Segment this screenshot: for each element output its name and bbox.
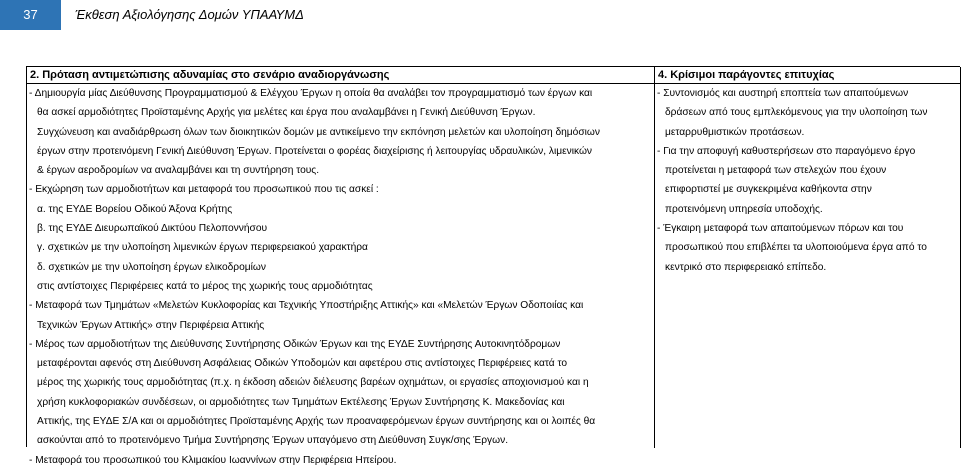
document-title: Έκθεση Αξιολόγησης Δομών ΥΠΑΑΥΜΔ	[75, 7, 304, 22]
right-column-heading: 4. Κρίσιμοι παράγοντες επιτυχίας	[655, 67, 960, 84]
text-line: Τεχνικών Έργων Αττικής» στην Περιφέρεια Αττικής	[37, 319, 265, 331]
page-header	[0, 0, 960, 30]
text-line: δράσεων από τους εμπλεκόμενους για την υλοποίηση των	[665, 107, 928, 119]
text-line: - Για την αποφυγή καθυστερήσεων στο παραγόμενο έργο	[657, 145, 916, 157]
left-column-body	[27, 84, 654, 466]
text-line: προτείνεται η μεταφορά των στελεχών που έχουν	[665, 165, 887, 177]
text-line: δ. σχετικών με την υλοποίηση έργων ελικοδρομίων	[37, 261, 266, 273]
text-line: μέρος της χωρικής τους αρμοδιότητας (π.χ. η έκδοση αδειών διέλευσης βαρέων οχημάτων, οι εργασίες αποχιονισμού και η	[37, 377, 589, 389]
text-line: θα ασκεί αρμοδιότητες Προϊσταμένης Αρχής για μελέτες και έργα που αναλαμβάνει η Γενική Διεύθυνση Έργων.	[37, 107, 536, 119]
text-line: Αττικής, της ΕΥΔΕ Σ/Α και οι αρμοδιότητες Προϊσταμένης Αρχής των προαναφερόμενων έργων συντήρησης και οι λοιπές θα	[37, 416, 596, 428]
text-line: α. της ΕΥΔΕ Βορείου Οδικού Άξονα Κρήτης	[37, 203, 233, 215]
text-line: έργων στην προτεινόμενη Γενική Διεύθυνση Έργων. Προτείνεται ο φορέας διαχείρισης ή λειτουργίας υδραυλικών, λιμενικών	[37, 145, 592, 157]
text-line: Συγχώνευση και αναδιάρθρωση όλων των διοικητικών δομών με αντικείμενο την εκπόνηση μελετών και υλοποίηση δημόσιων	[37, 126, 600, 138]
text-line: - Μέρος των αρμοδιοτήτων της Διεύθυνσης Συντήρησης Οδικών Έργων και της ΕΥΔΕ Συντήρησης Αυτοκινητόδρομων	[29, 338, 561, 350]
text-line: - Συντονισμός και αυστηρή εποπτεία των απαιτούμενων	[657, 88, 909, 99]
text-line: μεταφέρονται αφενός στη Διεύθυνση Ασφάλειας Οδικών Υποδομών και αφετέρου στις αντίστοιχες Περιφέρειες κατά το	[37, 358, 568, 370]
text-line: & έργων αεροδρομίων να αναλαμβάνει και τη συντήρηση τους.	[37, 165, 320, 177]
left-column-cell	[27, 67, 655, 466]
page-number-badge: 37	[0, 0, 61, 30]
text-line: προσωπικού που επιβλέπει τα υλοποιούμενα έργα από το	[665, 242, 927, 254]
text-line: μεταρρυθμιστικών προτάσεων.	[665, 126, 805, 138]
text-line: επιφορτιστεί με συγκεκριμένα καθήκοντα στην	[665, 184, 872, 196]
content-table	[26, 66, 960, 466]
text-line: ασκούνται από το προτεινόμενο Τμήμα Συντήρησης Έργων υπαγόμενο στη Διεύθυνση Συγκ/σης Έργων.	[37, 435, 509, 447]
text-line: κεντρικό στο περιφερειακό επίπεδο.	[665, 261, 827, 273]
text-line: - Δημιουργία μίας Διεύθυνσης Προγραμματισμού & Ελέγχου Έργων η οποία θα αναλάβει τον προγραμματισμό των έργων και	[29, 88, 593, 99]
right-column-body	[655, 84, 960, 448]
text-line: χρήση κυκλοφοριακών συνδέσεων, οι αρμοδιότητες των Τμημάτων Εκτέλεσης Έργων Συντήρησης Κ. Μακεδονίας και	[37, 396, 565, 408]
left-column-heading: 2. Πρόταση αντιμετώπισης αδυναμίας στο σενάριο αναδιοργάνωσης	[27, 67, 654, 84]
text-line: - Έγκαιρη μεταφορά των απαιτούμενων πόρων και του	[657, 223, 904, 235]
text-line: - Μεταφορά των Τμημάτων «Μελετών Κυκλοφορίας και Τεχνικής Υποστήριξης Αττικής» και «Μελετών Έργων Οδοποιίας και	[29, 300, 584, 312]
text-line: - Εκχώρηση των αρμοδιοτήτων και μεταφορά του προσωπικού που τις ασκεί :	[29, 184, 379, 196]
text-line: β. της ΕΥΔΕ Διευρωπαϊκού Δικτύου Πελοποννήσου	[37, 223, 268, 235]
text-line: στις αντίστοιχες Περιφέρειες κατά το μέρος της χωρικής τους αρμοδιότητας	[37, 280, 373, 292]
text-line: προτεινόμενη υπηρεσία υποδοχής.	[665, 203, 823, 215]
text-line: γ. σχετικών με την υλοποίηση λιμενικών έργων περιφερειακού χαρακτήρα	[37, 242, 368, 254]
right-column-cell	[655, 67, 961, 448]
text-line: - Μεταφορά του προσωπικού του Κλιμακίου Ιωαννίνων στην Περιφέρεια Ηπείρου.	[29, 454, 397, 466]
